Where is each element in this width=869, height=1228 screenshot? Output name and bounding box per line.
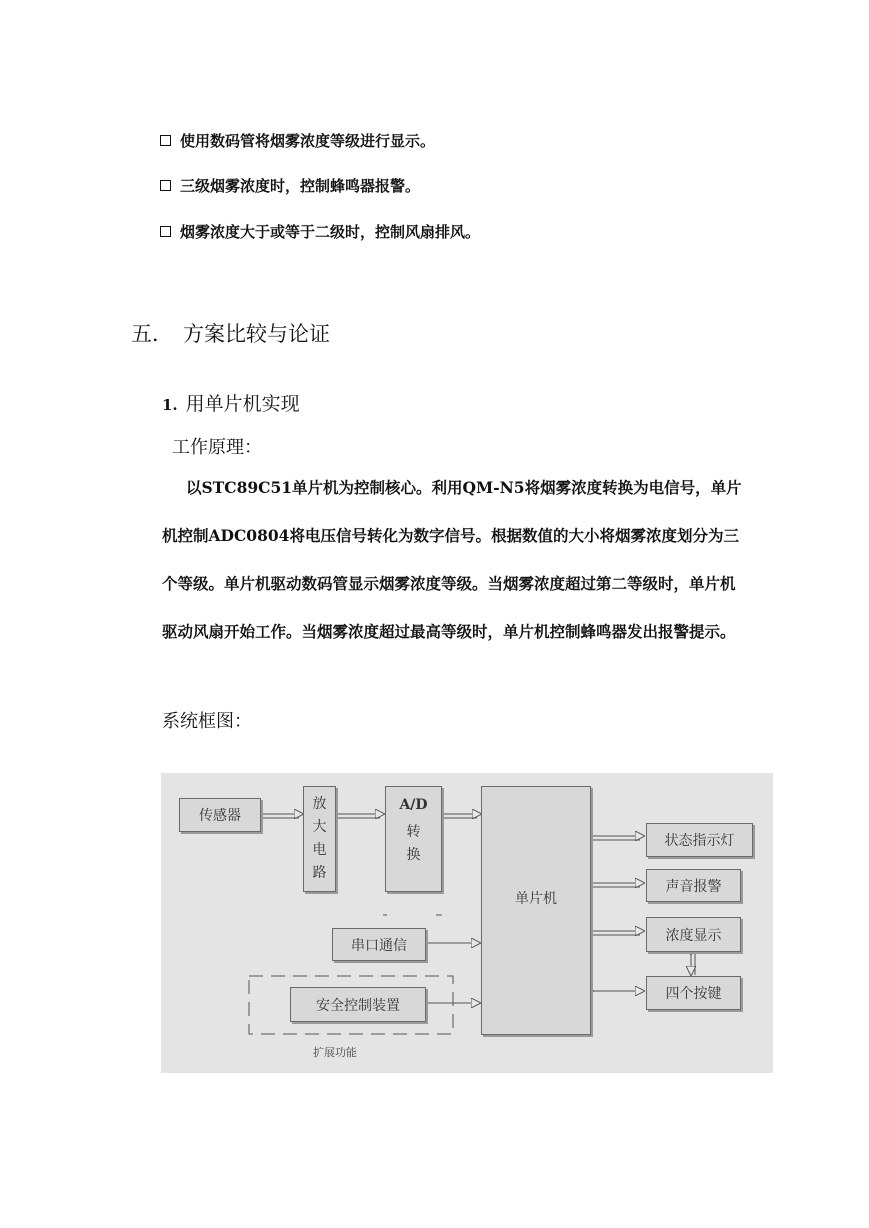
subsection-title: 用单片机实现	[185, 393, 300, 415]
checkbox-square-icon	[160, 135, 171, 146]
amp-char-1: 放	[312, 796, 327, 812]
sensor-label: 传感器	[199, 808, 241, 824]
bullet-text-2: 三级烟雾浓度时，控制蜂鸣器报警。	[180, 177, 421, 195]
four-keys-label: 四个按键	[665, 986, 722, 1002]
safety-control-block	[290, 987, 426, 1022]
bullet-text-3: 烟雾浓度大于或等于二级时，控制风扇排风。	[180, 223, 481, 241]
status-led-block	[646, 823, 753, 857]
mcu-block	[481, 786, 591, 1035]
four-keys-block	[646, 976, 741, 1010]
amp-char-2: 大	[312, 819, 327, 835]
subsection-heading	[162, 389, 300, 416]
subsection-number: 1.	[162, 396, 178, 414]
principle-paragraph: 以STC89C51单片机为控制核心。利用QM-N5将烟雾浓度转换为电信号，单片机控制ADC0804将电压信号转化为数字信号。根据数值的大小将烟雾浓度划分为三个等级。单片机驱动数码管显示烟雾浓度等级。当烟雾浓度超过第二等级时，单片机驱动风扇开始工作。当烟雾浓度超过最高等级时，单片机控制蜂鸣器发出报警提示。	[162, 478, 742, 641]
amp-char-4: 路	[312, 865, 327, 881]
section-number: 五．	[131, 322, 173, 346]
serial-comm-label: 串口通信	[351, 937, 407, 954]
adc-char-2: 换	[406, 847, 421, 863]
adc-title: A/D	[399, 797, 428, 813]
sensor-block	[179, 798, 261, 832]
principle-heading: 工作原理：	[172, 437, 262, 458]
status-led-label: 状态指示灯	[664, 833, 735, 849]
adc-block	[385, 786, 442, 892]
section-title: 方案比较与论证	[183, 322, 330, 346]
concentration-display-label: 浓度显示	[665, 927, 722, 944]
bullet-item-1	[160, 130, 435, 151]
amp-char-3: 电	[312, 842, 327, 858]
bullet-item-2	[160, 175, 420, 196]
bullet-item-3	[160, 221, 480, 242]
amplifier-block	[303, 786, 336, 892]
sound-alarm-label: 声音报警	[665, 878, 722, 895]
concentration-display-block	[646, 917, 741, 952]
safety-control-label: 安全控制装置	[316, 997, 400, 1014]
section-heading	[131, 318, 330, 348]
diagram-heading: 系统框图：	[162, 711, 252, 732]
checkbox-square-icon	[160, 226, 171, 237]
extension-caption: 扩展功能	[313, 1046, 357, 1059]
adc-char-1: 转	[406, 824, 421, 840]
serial-comm-block	[332, 928, 426, 961]
sound-alarm-block	[646, 869, 741, 902]
bullet-text-1: 使用数码管将烟雾浓度等级进行显示。	[180, 132, 436, 150]
system-block-diagram	[161, 773, 773, 1073]
checkbox-square-icon	[160, 180, 171, 191]
mcu-label: 单片机	[515, 890, 557, 907]
